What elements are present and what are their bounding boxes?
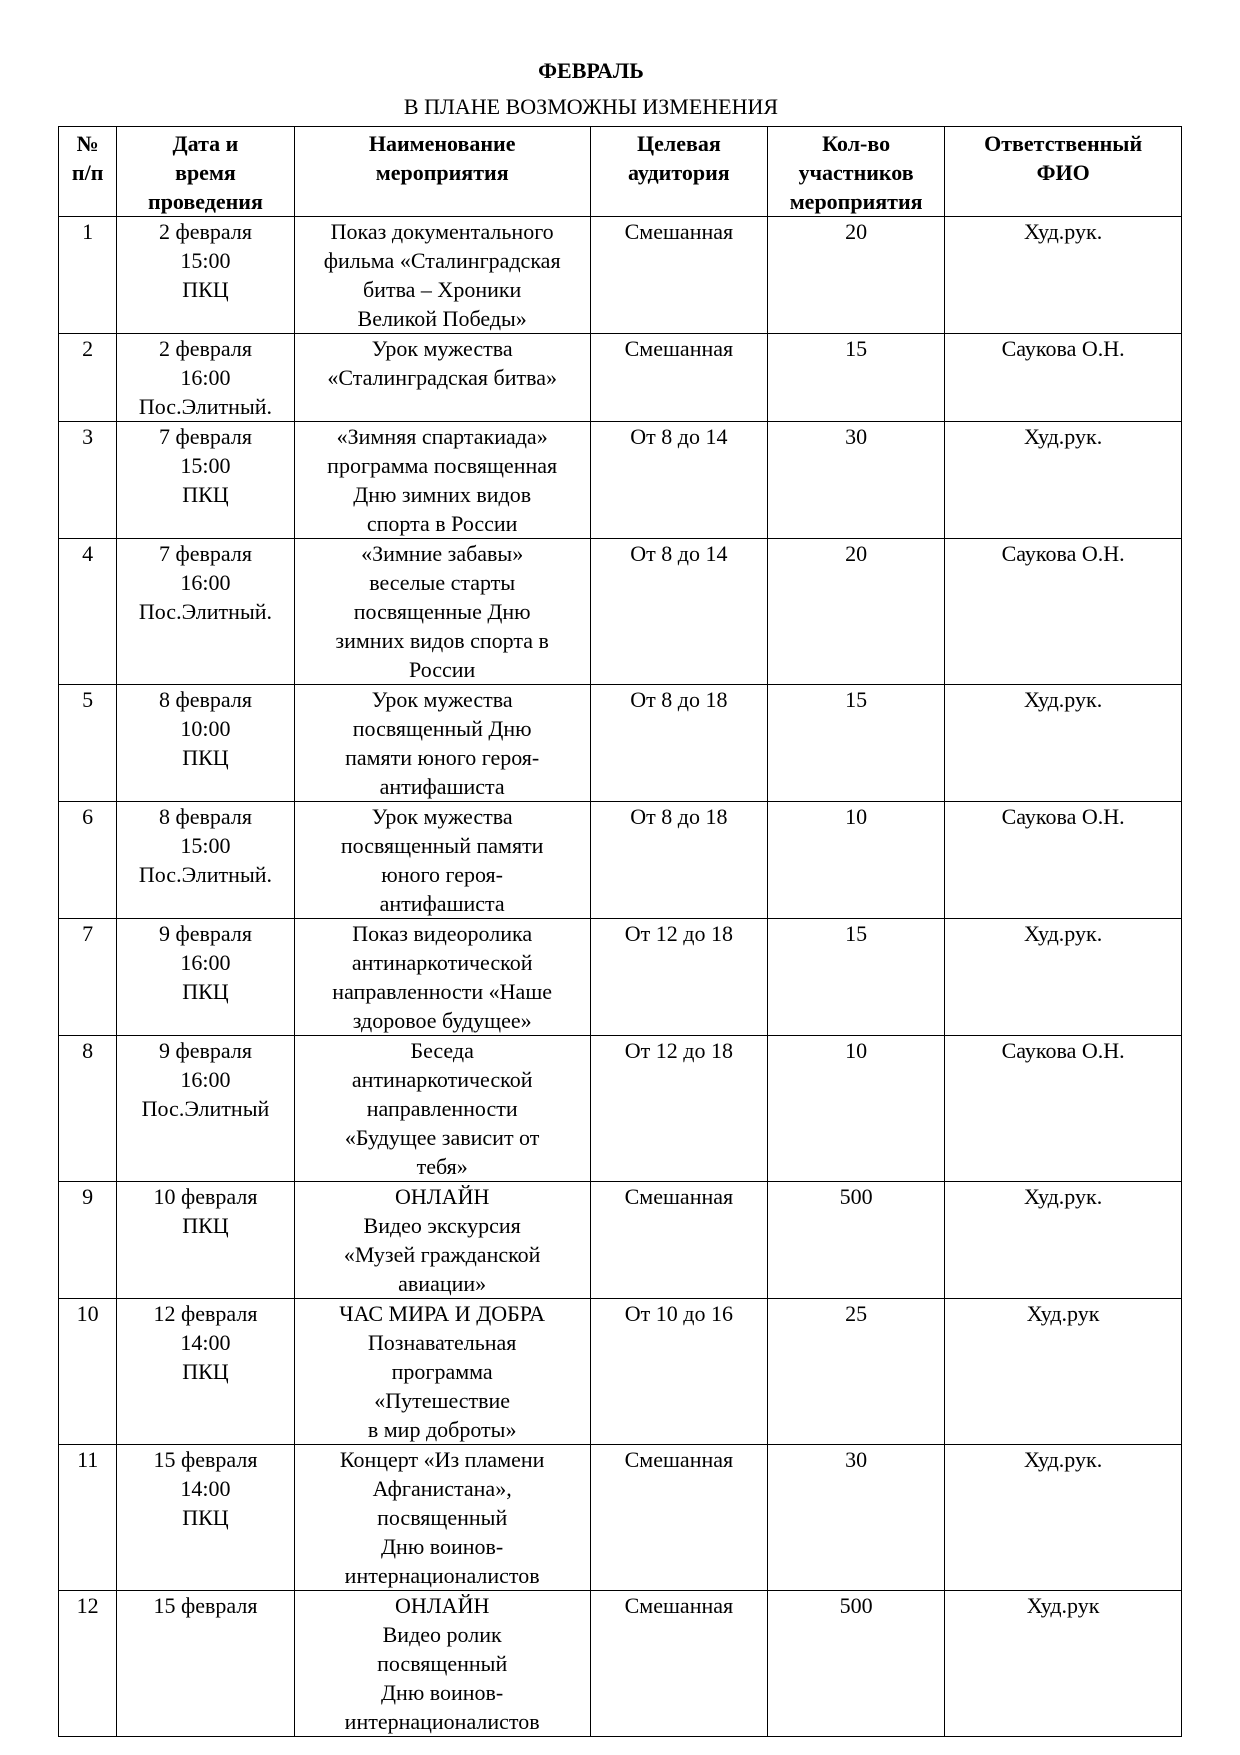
target-audience: От 8 до 18: [630, 804, 728, 829]
event-name: Урок мужества посвященный Дню памяти юного героя- антифашиста: [345, 687, 540, 799]
responsible-person-cell: [945, 685, 1182, 802]
event-name-cell: [294, 1445, 590, 1591]
responsible-person: Саукова О.Н.: [1001, 541, 1125, 566]
event-name: Показ видеоролика антинаркотической направленности «Наше здоровое будущее»: [332, 921, 553, 1033]
row-number-cell: [59, 1445, 117, 1591]
responsible-person: Саукова О.Н.: [1001, 1038, 1125, 1063]
row-number: 4: [82, 541, 94, 566]
row-number: 2: [82, 336, 94, 361]
event-name: Урок мужества посвященный памяти юного героя- антифашиста: [340, 804, 544, 916]
participants-count: 15: [845, 336, 868, 361]
page-title: ФЕВРАЛЬ: [538, 58, 644, 83]
participants-count-cell: [768, 217, 945, 334]
row-number: 8: [82, 1038, 94, 1063]
event-name: ОНЛАЙН Видео экскурсия «Музей гражданской авиации»: [343, 1184, 541, 1296]
table-row: [59, 539, 1182, 685]
table-row: [59, 1591, 1182, 1737]
event-name-cell: [294, 539, 590, 685]
table-header-row: [59, 127, 1182, 217]
target-audience: От 8 до 18: [630, 687, 728, 712]
date-time-cell: [117, 1036, 294, 1182]
participants-count-cell: [768, 802, 945, 919]
table-row: [59, 1036, 1182, 1182]
row-number: 12: [76, 1593, 99, 1618]
participants-count: 25: [845, 1301, 868, 1326]
participants-count-cell: [768, 1182, 945, 1299]
date-time: 8 февраля 15:00 Пос.Элитный.: [138, 804, 273, 887]
row-number-cell: [59, 334, 117, 422]
participants-count-cell: [768, 1299, 945, 1445]
target-audience: Смешанная: [624, 1184, 734, 1209]
participants-count-cell: [768, 1036, 945, 1182]
responsible-person-cell: [945, 1445, 1182, 1591]
row-number-cell: [59, 1299, 117, 1445]
events-table: [58, 126, 1182, 1737]
date-time: 8 февраля 10:00 ПКЦ: [158, 687, 252, 770]
participants-count: 15: [845, 921, 868, 946]
table-row: [59, 1182, 1182, 1299]
participants-count: 20: [845, 219, 868, 244]
responsible-person-cell: [945, 1182, 1182, 1299]
row-number-cell: [59, 217, 117, 334]
event-name-cell: [294, 1182, 590, 1299]
participants-count-cell: [768, 919, 945, 1036]
row-number-cell: [59, 919, 117, 1036]
column-header-audience: Целевая аудитория: [590, 127, 767, 217]
date-time-cell: [117, 1299, 294, 1445]
target-audience: От 10 до 16: [624, 1301, 733, 1326]
date-time: 12 февраля 14:00 ПКЦ: [153, 1301, 258, 1384]
date-time-cell: [117, 802, 294, 919]
event-name: ЧАС МИРА И ДОБРА Познавательная программа «Путешествие в мир доброты»: [339, 1301, 546, 1442]
target-audience: От 12 до 18: [624, 921, 733, 946]
responsible-person: Худ.рук.: [1024, 1184, 1103, 1209]
table-row: [59, 919, 1182, 1036]
row-number: 1: [82, 219, 94, 244]
date-time: 2 февраля 16:00 Пос.Элитный.: [138, 336, 273, 419]
target-audience-cell: [590, 539, 767, 685]
event-name-cell: [294, 919, 590, 1036]
participants-count: 500: [839, 1593, 873, 1618]
event-name-cell: [294, 217, 590, 334]
target-audience-cell: [590, 1445, 767, 1591]
target-audience: От 8 до 14: [630, 541, 728, 566]
target-audience: Смешанная: [624, 336, 734, 361]
table-row: [59, 422, 1182, 539]
date-time: 15 февраля: [153, 1593, 258, 1618]
row-number-cell: [59, 1591, 117, 1737]
event-name: «Зимняя спартакиада» программа посвященная Дню зимних видов спорта в России: [327, 424, 558, 536]
event-name-cell: [294, 802, 590, 919]
row-number-cell: [59, 802, 117, 919]
column-header-participants: Кол-во участников мероприятия: [768, 127, 945, 217]
event-name-cell: [294, 1036, 590, 1182]
row-number: 10: [76, 1301, 99, 1326]
event-name: Беседа антинаркотической направленности «Будущее зависит от тебя»: [344, 1038, 540, 1179]
responsible-person-cell: [945, 334, 1182, 422]
participants-count: 20: [845, 541, 868, 566]
row-number-cell: [59, 422, 117, 539]
column-header-event-name: Наименование мероприятия: [294, 127, 590, 217]
date-time-cell: [117, 1445, 294, 1591]
participants-count-cell: [768, 1591, 945, 1737]
row-number: 7: [82, 921, 94, 946]
participants-count: 30: [845, 424, 868, 449]
event-name: Концерт «Из пламени Афганистана», посвященный Дню воинов- интернационалистов: [339, 1447, 545, 1588]
event-name-cell: [294, 1591, 590, 1737]
participants-count-cell: [768, 334, 945, 422]
responsible-person-cell: [945, 802, 1182, 919]
table-row: [59, 1445, 1182, 1591]
responsible-person-cell: [945, 1036, 1182, 1182]
target-audience: Смешанная: [624, 1593, 734, 1618]
target-audience-cell: [590, 1182, 767, 1299]
responsible-person: Худ.рук.: [1024, 687, 1103, 712]
participants-count-cell: [768, 422, 945, 539]
event-name-cell: [294, 334, 590, 422]
responsible-person-cell: [945, 1591, 1182, 1737]
participants-count: 10: [845, 804, 868, 829]
target-audience: Смешанная: [624, 219, 734, 244]
date-time: 15 февраля 14:00 ПКЦ: [153, 1447, 258, 1530]
target-audience-cell: [590, 217, 767, 334]
responsible-person: Худ.рук.: [1024, 1447, 1103, 1472]
row-number-cell: [59, 1036, 117, 1182]
responsible-person-cell: [945, 539, 1182, 685]
responsible-person: Худ.рук.: [1024, 219, 1103, 244]
column-header-responsible: Ответственный ФИО: [945, 127, 1182, 217]
participants-count: 15: [845, 687, 868, 712]
event-name-cell: [294, 422, 590, 539]
table-row: [59, 217, 1182, 334]
date-time: 2 февраля 15:00 ПКЦ: [158, 219, 252, 302]
row-number: 3: [82, 424, 94, 449]
participants-count: 30: [845, 1447, 868, 1472]
participants-count: 500: [839, 1184, 873, 1209]
date-time-cell: [117, 334, 294, 422]
date-time-cell: [117, 1182, 294, 1299]
event-name: «Зимние забавы» веселые старты посвященные Дню зимних видов спорта в России: [335, 541, 549, 682]
target-audience-cell: [590, 422, 767, 539]
date-time-cell: [117, 1591, 294, 1737]
event-name-cell: [294, 1299, 590, 1445]
event-name-cell: [294, 685, 590, 802]
responsible-person-cell: [945, 919, 1182, 1036]
participants-count-cell: [768, 685, 945, 802]
page-subtitle: В ПЛАНЕ ВОЗМОЖНЫ ИЗМЕНЕНИЯ: [403, 94, 779, 119]
target-audience: Смешанная: [624, 1447, 734, 1472]
target-audience-cell: [590, 919, 767, 1036]
table-row: [59, 1299, 1182, 1445]
date-time-cell: [117, 217, 294, 334]
row-number-cell: [59, 685, 117, 802]
responsible-person: Саукова О.Н.: [1001, 336, 1125, 361]
responsible-person-cell: [945, 422, 1182, 539]
date-time-cell: [117, 422, 294, 539]
row-number-cell: [59, 1182, 117, 1299]
table-row: [59, 685, 1182, 802]
responsible-person-cell: [945, 217, 1182, 334]
row-number: 11: [77, 1447, 99, 1472]
participants-count-cell: [768, 1445, 945, 1591]
target-audience-cell: [590, 685, 767, 802]
row-number-cell: [59, 539, 117, 685]
responsible-person: Худ.рук.: [1024, 921, 1103, 946]
date-time: 10 февраля ПКЦ: [153, 1184, 258, 1238]
row-number: 5: [82, 687, 94, 712]
target-audience-cell: [590, 1591, 767, 1737]
target-audience: От 8 до 14: [630, 424, 728, 449]
target-audience-cell: [590, 1299, 767, 1445]
responsible-person: Худ.рук: [1026, 1301, 1100, 1326]
row-number: 9: [82, 1184, 94, 1209]
event-name: Показ документального фильма «Сталинградская битва – Хроники Великой Победы»: [323, 219, 561, 331]
target-audience-cell: [590, 802, 767, 919]
responsible-person: Худ.рук: [1026, 1593, 1100, 1618]
row-number: 6: [82, 804, 94, 829]
event-name: Урок мужества «Сталинградская битва»: [327, 336, 557, 390]
responsible-person: Саукова О.Н.: [1001, 804, 1125, 829]
participants-count-cell: [768, 539, 945, 685]
responsible-person-cell: [945, 1299, 1182, 1445]
date-time: 9 февраля 16:00 Пос.Элитный: [141, 1038, 270, 1121]
date-time: 7 февраля 15:00 ПКЦ: [158, 424, 252, 507]
table-body: [59, 217, 1182, 1737]
column-header-date: Дата и время проведения: [117, 127, 294, 217]
date-time-cell: [117, 919, 294, 1036]
responsible-person: Худ.рук.: [1024, 424, 1103, 449]
date-time: 9 февраля 16:00 ПКЦ: [158, 921, 252, 1004]
column-header-number: № п/п: [59, 127, 117, 217]
date-time: 7 февраля 16:00 Пос.Элитный.: [138, 541, 273, 624]
table-row: [59, 334, 1182, 422]
target-audience-cell: [590, 1036, 767, 1182]
event-name: ОНЛАЙН Видео ролик посвященный Дню воинов- интернационалистов: [344, 1593, 540, 1734]
target-audience-cell: [590, 334, 767, 422]
date-time-cell: [117, 685, 294, 802]
date-time-cell: [117, 539, 294, 685]
participants-count: 10: [845, 1038, 868, 1063]
target-audience: От 12 до 18: [624, 1038, 733, 1063]
table-row: [59, 802, 1182, 919]
